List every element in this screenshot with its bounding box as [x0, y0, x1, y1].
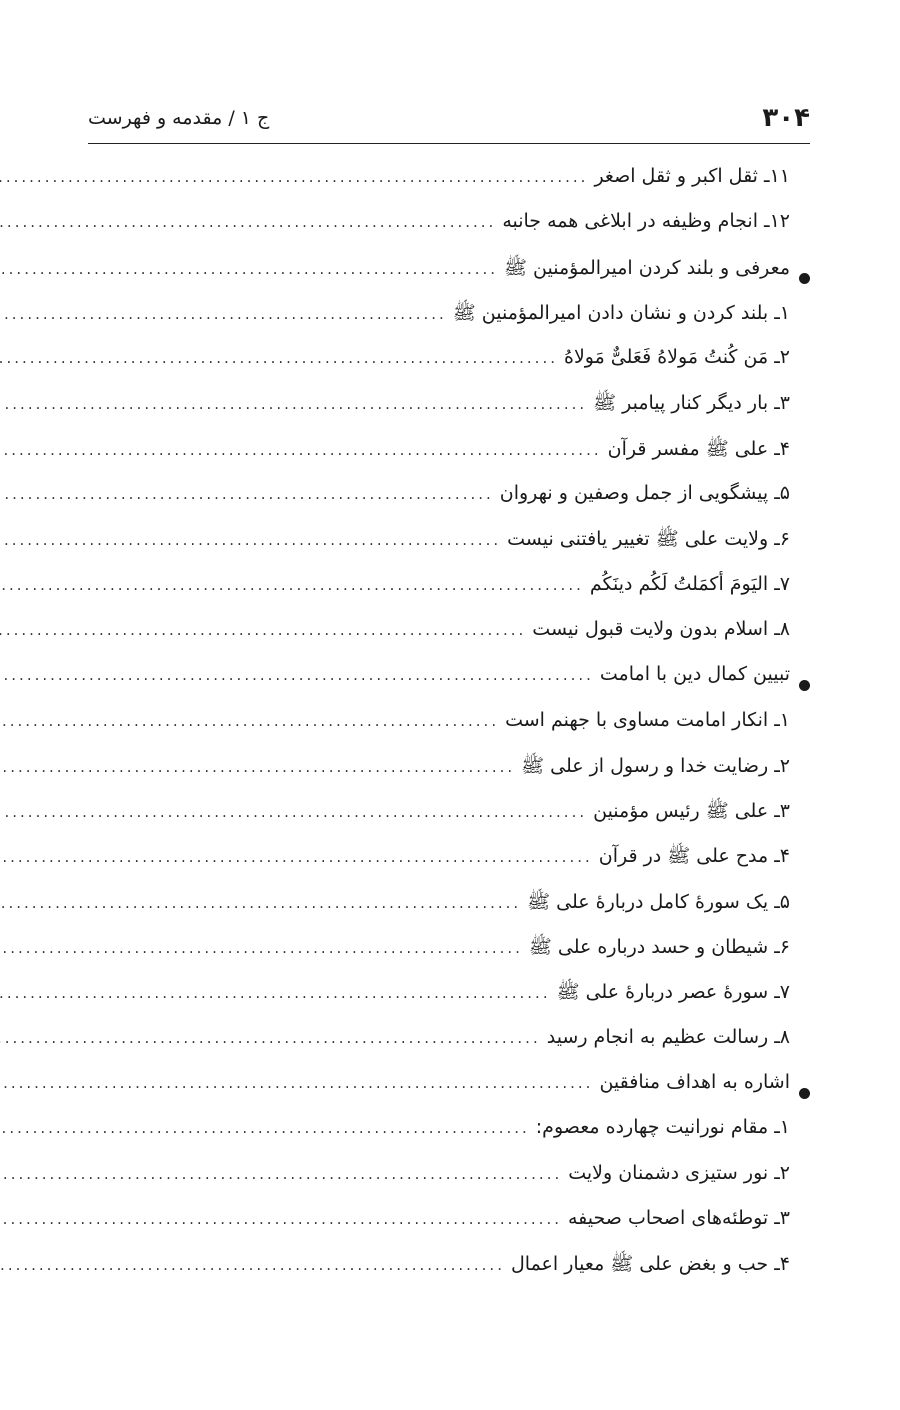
toc-entry-title: ۸ـ رسالت عظیم به انجام رسید: [546, 1025, 790, 1048]
toc-entry: [88, 980, 810, 1025]
toc-entry-title: ۱۱ـ ثقل اکبر و ثقل اصغر: [594, 165, 790, 187]
dot-leader: [0, 1165, 562, 1183]
toc-entry: [88, 301, 810, 346]
toc-entry-title: ۱۲ـ انجام وظیفه در ابلاغی همه جانبه: [502, 210, 790, 233]
toc-section-entry: [88, 1071, 810, 1116]
toc-section-entry: [88, 256, 810, 301]
toc-entry-title: ۵ـ یک سورهٔ کامل دربارهٔ علی ﷺ: [527, 890, 790, 913]
toc-entry: [88, 618, 810, 663]
toc-entry-title: ۲ـ رضایت خدا و رسول از علی ﷺ: [521, 754, 790, 777]
toc-entry-title: ۳ـ بار دیگر کنار پیامبر ﷺ: [593, 392, 790, 415]
toc-entry-title: ۵ـ پیشگویی از جمل وصفین و نهروان: [499, 482, 790, 505]
toc-entry-title: ۳ـ توطئه‌های اصحاب صحیفه: [567, 1206, 790, 1229]
toc-entry: [88, 527, 810, 572]
toc-entry: [88, 1207, 810, 1252]
dot-leader: [0, 758, 515, 776]
dot-leader: [0, 395, 587, 413]
dot-leader: [0, 803, 587, 821]
toc-entry: [88, 165, 810, 210]
dot-leader: [0, 260, 498, 278]
dot-leader: [0, 441, 602, 459]
dot-leader: [0, 984, 551, 1002]
dot-leader: [0, 485, 494, 503]
toc-entry: [88, 1162, 810, 1207]
toc-entry-title: ۴ـ علی ﷺ مفسر قرآن: [607, 437, 790, 460]
header-rule: [88, 143, 810, 144]
toc-entry-title: اشاره به اهداف منافقین: [599, 1070, 790, 1093]
toc-entry-title: ۶ـ ولایت علی ﷺ تغییر یافتنی نیست: [507, 528, 790, 551]
dot-leader: [0, 349, 558, 367]
toc-entry: [88, 391, 810, 436]
dot-leader: [0, 666, 594, 684]
toc-entry: [88, 890, 810, 935]
dot-leader: [0, 1210, 562, 1228]
dot-leader: [0, 1119, 530, 1137]
dot-leader: [0, 576, 584, 594]
toc-entry: [88, 437, 810, 482]
toc-entry-title: ۲ـ مَن کُنتُ مَولاهُ فَعَلیٌّ مَولاهُ: [563, 346, 790, 369]
bullet-icon: [799, 680, 810, 691]
toc-entry: [88, 754, 810, 799]
toc-entry-title: ۷ـ سورهٔ عصر دربارهٔ علی ﷺ: [556, 981, 790, 1004]
dot-leader: [0, 1029, 541, 1047]
dot-leader: [0, 1074, 593, 1092]
page-number: ۳۰۴: [762, 103, 810, 133]
toc-entry: [88, 844, 810, 889]
toc-entry: [88, 1026, 810, 1071]
dot-leader: [0, 939, 523, 957]
dot-leader: [0, 621, 526, 639]
toc-entry: [88, 210, 810, 255]
toc-entry-title: ۸ـ اسلام بدون ولایت قبول نیست: [532, 617, 790, 640]
toc-entry-title: ۱ـ مقام نورانیت چهارده معصوم:: [535, 1116, 790, 1139]
dot-leader: [0, 168, 588, 186]
dot-leader: [0, 712, 499, 730]
toc-entry: [88, 573, 810, 618]
toc-entry-title: ۴ـ مدح علی ﷺ در قرآن: [598, 845, 790, 868]
dot-leader: [0, 1256, 505, 1274]
toc-section-entry: [88, 663, 810, 708]
dot-leader: [0, 531, 501, 549]
dot-leader: [0, 894, 521, 912]
bullet-icon: [799, 273, 810, 284]
dot-leader: [0, 848, 593, 866]
bullet-icon: [799, 1088, 810, 1099]
toc-entry: [88, 799, 810, 844]
toc-entry-title: تبیین کمال دین با امامت: [599, 663, 790, 686]
toc-entry: [88, 482, 810, 527]
toc-entry: [88, 1116, 810, 1161]
toc-entry-title: معرفی و بلند کردن امیرالمؤمنین ﷺ: [504, 256, 790, 279]
toc-entry-title: ۶ـ شیطان و حسد درباره علی ﷺ: [528, 936, 790, 959]
toc-entry-title: ۱ـ انکار امامت مساوی با جهنم است: [505, 708, 790, 731]
toc-entry: [88, 709, 810, 754]
dot-leader: [0, 213, 496, 231]
dot-leader: [0, 305, 447, 323]
toc-entry: [88, 346, 810, 391]
toc-entry-title: ۴ـ حب و بغض علی ﷺ معیار اعمال: [510, 1253, 790, 1276]
table-of-contents: [88, 165, 810, 1297]
toc-entry-title: ۱ـ بلند کردن و نشان دادن امیرالمؤمنین ﷺ: [452, 301, 790, 324]
page-header: [88, 96, 810, 140]
toc-entry: [88, 935, 810, 980]
toc-entry-title: ۳ـ علی ﷺ رئیس مؤمنین: [593, 800, 790, 823]
toc-entry-title: ۲ـ نور ستیزی دشمنان ولایت: [568, 1161, 790, 1184]
running-title: ج ۱ / مقدمه و فهرست: [88, 107, 270, 129]
toc-entry: [88, 1252, 810, 1297]
toc-entry-title: ۷ـ الیَومَ أکمَلتُ لَکُم دینَکُم: [589, 572, 790, 595]
